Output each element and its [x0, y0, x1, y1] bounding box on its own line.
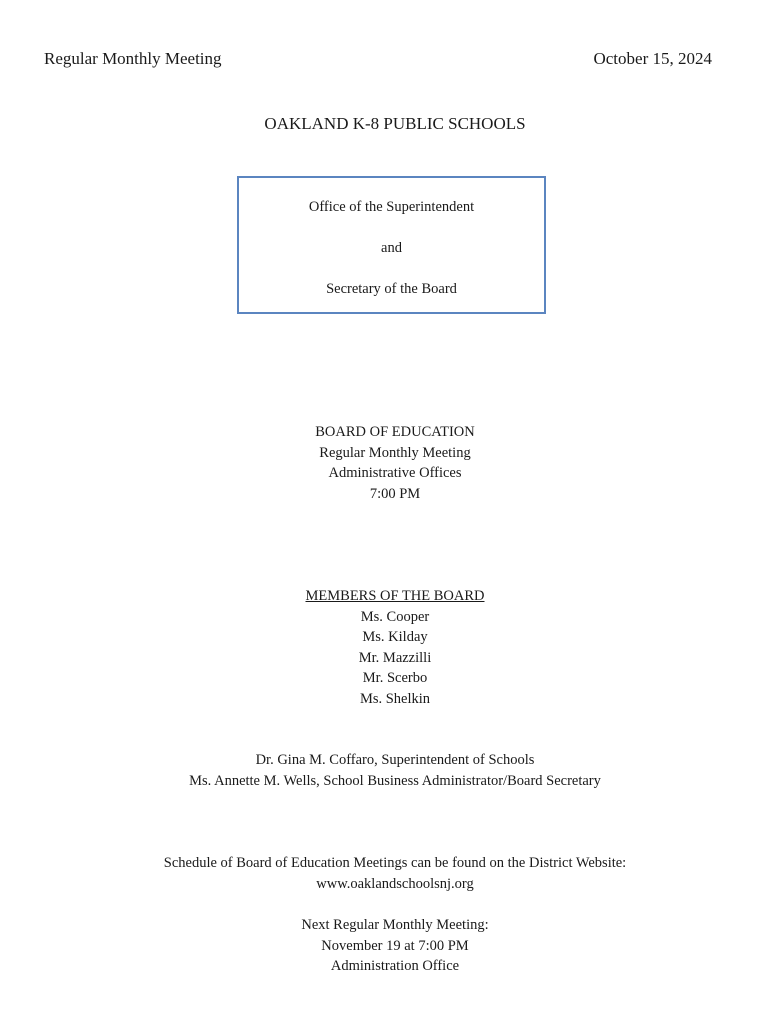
board-meeting-location: Administrative Offices: [328, 465, 462, 482]
member-name: Ms. Kilday: [362, 629, 428, 646]
office-line-secretary: Secretary of the Board: [326, 281, 457, 297]
next-meeting-block: [0, 915, 770, 977]
board-meeting-type: Regular Monthly Meeting: [319, 444, 471, 461]
business-admin-line: Ms. Annette M. Wells, School Business Administrator/Board Secretary: [189, 772, 601, 789]
members-heading: MEMBERS OF THE BOARD: [305, 588, 485, 604]
next-meeting-when: November 19 at 7:00 PM: [321, 937, 469, 954]
district-name: OAKLAND K-8 PUBLIC SCHOOLS: [264, 114, 526, 133]
schedule-text: Schedule of Board of Education Meetings can be found on the District Website:: [163, 855, 627, 871]
board-meeting-block: [0, 422, 770, 504]
district-website: www.oaklandschoolsnj.org: [316, 875, 474, 892]
schedule-block: [0, 853, 770, 894]
board-title: BOARD OF EDUCATION: [315, 424, 475, 440]
header-date: October 15, 2024: [593, 49, 712, 68]
members-block: [0, 586, 770, 710]
superintendent-line: Dr. Gina M. Coffaro, Superintendent of Schools: [255, 752, 535, 768]
next-meeting-heading: Next Regular Monthly Meeting:: [301, 917, 489, 933]
member-name: Mr. Mazzilli: [358, 649, 432, 666]
officials-block: [0, 750, 770, 791]
member-name: Mr. Scerbo: [362, 670, 428, 687]
member-name: Ms. Cooper: [360, 608, 430, 625]
office-line-and: and: [381, 240, 402, 256]
board-meeting-time: 7:00 PM: [369, 485, 421, 502]
next-meeting-where: Administration Office: [330, 958, 460, 975]
office-line-superintendent: Office of the Superintendent: [308, 199, 475, 215]
member-name: Ms. Shelkin: [359, 690, 431, 707]
office-box: [237, 176, 546, 314]
header-meeting-type: Regular Monthly Meeting: [44, 49, 222, 68]
